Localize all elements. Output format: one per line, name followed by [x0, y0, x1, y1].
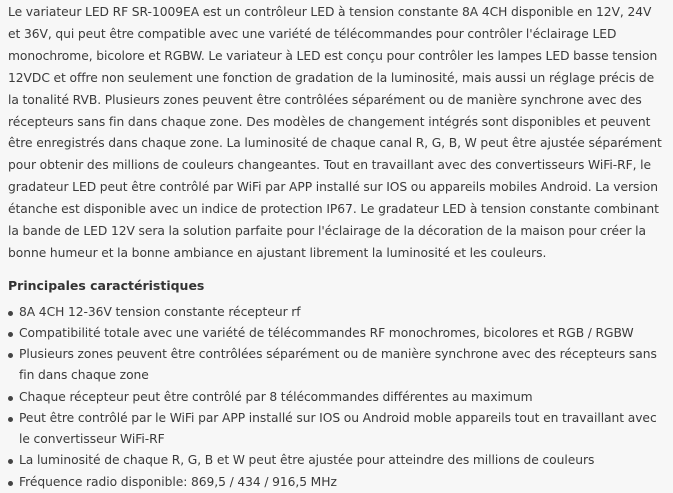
- feature-text: Compatibilité totale avec une variété de télécommandes RF monochromes, bicolores et RGB / RGBW: [19, 326, 634, 341]
- feature-text: Plusieurs zones peuvent être contrôlées séparément ou de manière synchrone avec des récepteurs sans fin dans chaque zone: [19, 347, 657, 383]
- product-description: [0, 2, 673, 489]
- feature-text: 8A 4CH 12-36V tension constante récepteur rf: [19, 304, 301, 319]
- feature-item: [8, 387, 667, 408]
- feature-item: [8, 408, 667, 450]
- features-list: [8, 302, 667, 493]
- bullet-icon: [8, 481, 13, 486]
- feature-item: [8, 472, 667, 493]
- bullet-icon: [8, 353, 13, 358]
- feature-text: Peut être contrôlé par le WiFi par APP installé sur IOS ou Android moble appareils tout en travaillant avec le convertisseur WiFi-RF: [19, 410, 657, 447]
- bullet-icon: [8, 396, 13, 401]
- feature-item: [8, 450, 667, 471]
- feature-item: [8, 344, 667, 386]
- feature-item: [8, 302, 667, 323]
- bullet-icon: [8, 459, 13, 464]
- intro-paragraph: Le variateur LED RF SR-1009EA est un contrôleur LED à tension constante 8A 4CH disponible en 12V, 24V et 36V, qui peut être compatible avec une variété de télécommandes pour contrôler l'éclairage LED monochrome, bicolore et RGBW. Le variateur à LED est conçu pour contrôler les lampes LED basse tension 12VDC et offre non seulement une fonction de gradation de la luminosité, mais aussi un réglage précis de la tonalité RVB. Plusieurs zones peuvent être contrôlées séparément ou de manière synchrone avec des récepteurs sans fin dans chaque zone. Des modèles de changement intégrés sont disponibles et peuvent être enregistrés dans chaque zone. La luminosité de chaque canal R, G, B, W peut être ajustée séparément pour obtenir des millions de couleurs changeantes. Tout en travaillant avec des convertisseurs WiFi-RF, le gradateur LED peut être contrôlé par WiFi par APP installé sur IOS ou appareils mobiles Android. La version étanche est disponible avec un indice de protection IP67. Le gradateur LED à tension constante combinant la bande de LED 12V sera la solution parfaite pour l'éclairage de la décoration de la maison pour créer la bonne humeur et la bonne ambiance en ajustant librement la luminosité et les couleurs.: [8, 5, 662, 260]
- bullet-icon: [8, 311, 13, 316]
- feature-text: Chaque récepteur peut être contrôlé par 8 télécommandes différentes au maximum: [19, 389, 533, 404]
- feature-text: Fréquence radio disponible: 869,5 / 434 / 916,5 MHz: [19, 474, 337, 489]
- features-heading: Principales caractéristiques: [8, 277, 205, 293]
- feature-text: La luminosité de chaque R, G, B et W peut être ajustée pour atteindre des millions de couleurs: [19, 453, 595, 468]
- bullet-icon: [8, 417, 13, 422]
- bullet-icon: [8, 332, 13, 337]
- feature-item: [8, 323, 667, 344]
